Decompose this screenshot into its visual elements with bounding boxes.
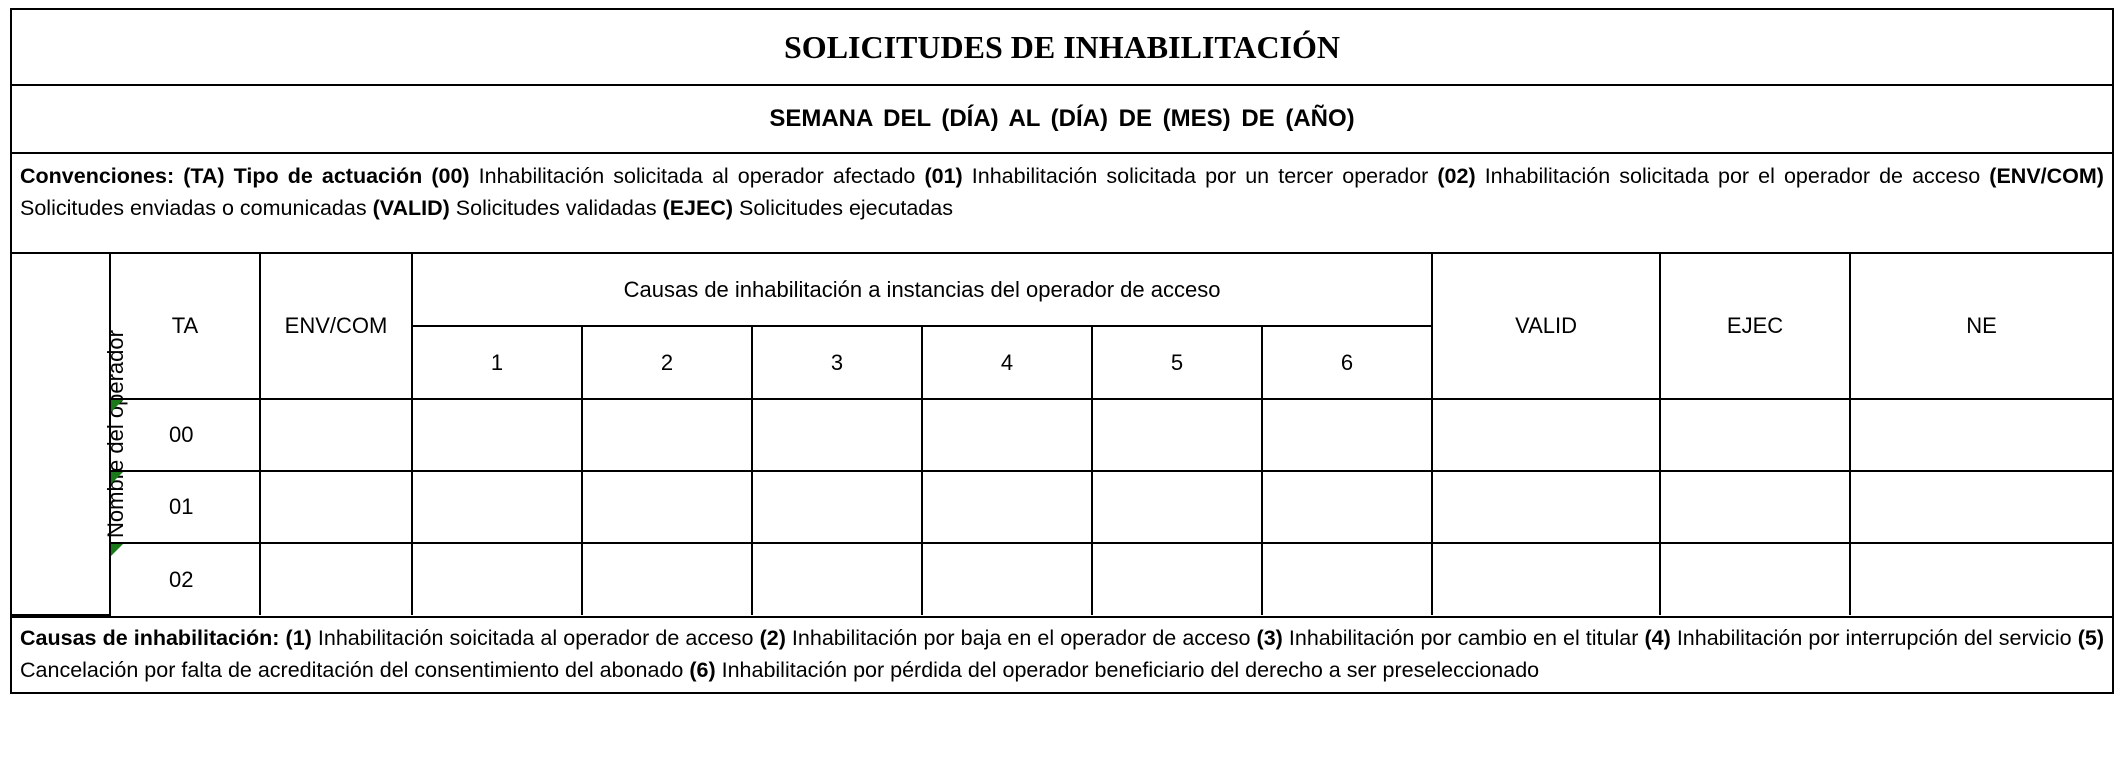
header-cause-1: 1	[412, 326, 582, 399]
cell-cause-2[interactable]	[582, 543, 752, 615]
cell-envcom[interactable]	[260, 471, 412, 543]
causes-text-5: Cancelación por falta de acreditación del consentimiento del abonado	[20, 658, 690, 682]
week-line: SEMANA DEL (DÍA) AL (DÍA) DE (MES) DE (AÑO)	[12, 86, 2112, 154]
report-sheet	[10, 8, 2114, 694]
cell-cause-3[interactable]	[752, 471, 922, 543]
causes-key-3: (3)	[1256, 626, 1283, 650]
cell-cause-6[interactable]	[1262, 543, 1432, 615]
cell-cause-3[interactable]	[752, 399, 922, 471]
cell-ejec[interactable]	[1660, 543, 1850, 615]
row-ta-cell[interactable]	[110, 471, 260, 543]
causes-key-5: (5)	[2077, 626, 2104, 650]
conventions-text-valid: Solicitudes validadas	[449, 196, 663, 220]
conventions-legend	[12, 154, 2112, 254]
header-cause-2: 2	[582, 326, 752, 399]
header-cause-5: 5	[1092, 326, 1262, 399]
cell-envcom[interactable]	[260, 543, 412, 615]
causes-key-1: (1)	[285, 626, 312, 650]
conventions-key-00: (00)	[431, 164, 470, 188]
table-row	[12, 399, 2112, 471]
header-envcom: ENV/COM	[260, 254, 412, 399]
row-ta-value: 01	[169, 494, 194, 519]
causes-legend	[12, 616, 2112, 692]
row-ta-value: 02	[169, 566, 194, 592]
conventions-text-01: Inhabilitación solicitada por un tercer operador	[962, 164, 1438, 188]
operator-name-label: Nombre del operador	[102, 330, 128, 538]
conventions-text-00: Inhabilitación solicitada al operador afectado	[469, 164, 925, 188]
cell-cause-4[interactable]	[922, 471, 1092, 543]
row-ta-cell[interactable]	[110, 543, 260, 615]
cell-ne[interactable]	[1850, 399, 2112, 471]
table-row	[12, 543, 2112, 615]
conventions-key-valid: (VALID)	[372, 196, 450, 220]
conventions-text-envcom: Solicitudes enviadas o comunicadas	[20, 196, 373, 220]
cell-valid[interactable]	[1432, 543, 1660, 615]
conventions-key-02: (02)	[1437, 164, 1476, 188]
cell-cause-2[interactable]	[582, 399, 752, 471]
header-valid: VALID	[1432, 254, 1660, 399]
conventions-key-envcom: (ENV/COM)	[1989, 164, 2104, 188]
header-ejec: EJEC	[1660, 254, 1850, 399]
header-cause-6: 6	[1262, 326, 1432, 399]
header-causes: Causas de inhabilitación a instancias del operador de acceso	[412, 254, 1432, 326]
header-cause-3: 3	[752, 326, 922, 399]
causes-key-4: (4)	[1644, 626, 1671, 650]
conventions-text-02: Inhabilitación solicitada por el operador de acceso	[1475, 164, 1990, 188]
row-ta-value: 00	[169, 422, 194, 447]
table-row	[12, 471, 2112, 543]
causes-key-2: (2)	[759, 626, 786, 650]
cell-cause-5[interactable]	[1092, 471, 1262, 543]
conventions-label: Convenciones:	[20, 164, 175, 188]
comment-marker-icon	[111, 544, 123, 556]
cell-valid[interactable]	[1432, 471, 1660, 543]
comment-marker-icon	[111, 472, 123, 484]
causes-key-6: (6)	[689, 658, 716, 682]
header-ne: NE	[1850, 254, 2112, 399]
cell-cause-1[interactable]	[412, 543, 582, 615]
cell-cause-3[interactable]	[752, 543, 922, 615]
cell-cause-2[interactable]	[582, 471, 752, 543]
causes-text-3: Inhabilitación por cambio en el titular	[1282, 626, 1645, 650]
causes-label: Causas de inhabilitación:	[20, 626, 280, 650]
requests-table	[12, 254, 2112, 616]
cell-cause-5[interactable]	[1092, 543, 1262, 615]
header-cause-4: 4	[922, 326, 1092, 399]
operator-name-header	[12, 254, 128, 615]
cell-ne[interactable]	[1850, 543, 2112, 615]
comment-marker-icon	[111, 400, 123, 412]
cell-cause-6[interactable]	[1262, 399, 1432, 471]
causes-text-2: Inhabilitación por baja en el operador de acceso	[785, 626, 1257, 650]
cell-ejec[interactable]	[1660, 471, 1850, 543]
causes-text-1: Inhabilitación soicitada al operador de acceso	[311, 626, 760, 650]
causes-text-4: Inhabilitación por interrupción del servicio	[1670, 626, 2078, 650]
cell-cause-4[interactable]	[922, 543, 1092, 615]
cell-cause-4[interactable]	[922, 399, 1092, 471]
causes-text-6: Inhabilitación por pérdida del operador beneficiario del derecho a ser preseleccionado	[715, 658, 1540, 682]
header-ta: TA	[110, 254, 260, 399]
conventions-key-01: (01)	[924, 164, 963, 188]
row-ta-cell[interactable]	[110, 399, 260, 471]
cell-cause-1[interactable]	[412, 399, 582, 471]
cell-envcom[interactable]	[260, 399, 412, 471]
cell-ejec[interactable]	[1660, 399, 1850, 471]
cell-cause-5[interactable]	[1092, 399, 1262, 471]
cell-valid[interactable]	[1432, 399, 1660, 471]
cell-cause-1[interactable]	[412, 471, 582, 543]
conventions-key-ejec: (EJEC)	[662, 196, 734, 220]
conventions-ta-key: (TA) Tipo de actuación	[183, 164, 423, 188]
cell-ne[interactable]	[1850, 471, 2112, 543]
cell-cause-6[interactable]	[1262, 471, 1432, 543]
conventions-text-ejec: Solicitudes ejecutadas	[733, 196, 953, 220]
report-title: SOLICITUDES DE INHABILITACIÓN	[12, 10, 2112, 86]
